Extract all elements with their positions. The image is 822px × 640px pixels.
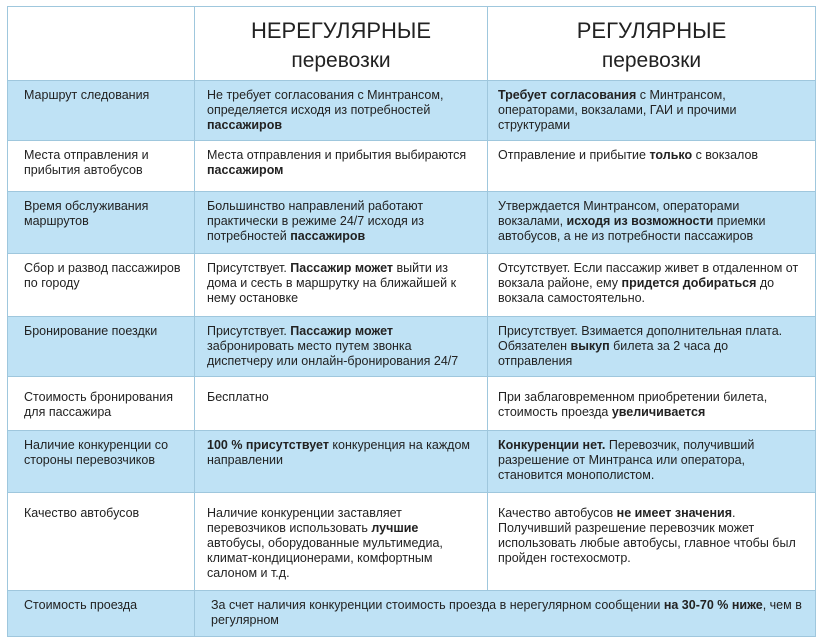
irregular-cell: Большинство направлений работают практически в режиме 24/7 исходя из потребностей пассажиров bbox=[195, 192, 488, 254]
row-label: Стоимость проезда bbox=[8, 591, 195, 637]
row-label: Качество автобусов bbox=[8, 493, 195, 591]
comparison-table bbox=[7, 6, 816, 637]
row-label: Бронирование поездки bbox=[8, 317, 195, 377]
table-row bbox=[8, 254, 816, 317]
regular-cell: Утверждается Минтрансом, операторами вокзалами, исходя из возможности приемки автобусов, а не из потребности пассажиров bbox=[488, 192, 816, 254]
irregular-cell: Наличие конкуренции заставляет перевозчиков использовать лучшие автобусы, оборудованные мультимедиа, климат-кондиционерами, комфортным салоном и т.д. bbox=[195, 493, 488, 591]
regular-cell: Отправление и прибытие только с вокзалов bbox=[488, 141, 816, 192]
row-label: Маршрут следования bbox=[8, 81, 195, 141]
table-row bbox=[8, 141, 816, 192]
table-row bbox=[8, 493, 816, 591]
irregular-cell: Не требует согласования с Минтрансом, определяется исходя из потребностей пассажиров bbox=[195, 81, 488, 141]
regular-cell: Конкуренции нет. Перевозчик, получивший разрешение от Минтранса или оператора, становится монополистом. bbox=[488, 431, 816, 493]
row-label: Наличие конкуренции со стороны перевозчиков bbox=[8, 431, 195, 493]
table-row bbox=[8, 591, 816, 637]
regular-cell: При заблаговременном приобретении билета, стоимость проезда увеличивается bbox=[488, 377, 816, 431]
irregular-cell: Присутствует. Пассажир может выйти из дома и сесть в маршрутку на ближайшей к нему остановке bbox=[195, 254, 488, 317]
table-row bbox=[8, 377, 816, 431]
regular-cell: Присутствует. Взимается дополнительная плата. Обязателен выкуп билета за 2 часа до отправления bbox=[488, 317, 816, 377]
table-row bbox=[8, 81, 816, 141]
header-regular-title: РЕГУЛЯРНЫЕ bbox=[576, 18, 727, 43]
table-row bbox=[8, 192, 816, 254]
header-regular bbox=[488, 7, 816, 81]
table-row bbox=[8, 317, 816, 377]
header-irregular bbox=[195, 7, 488, 81]
row-label: Места отправления и прибытия автобусов bbox=[8, 141, 195, 192]
header-irregular-subtitle: перевозки bbox=[291, 49, 391, 72]
irregular-cell: 100 % присутствует конкуренция на каждом направлении bbox=[195, 431, 488, 493]
row-label: Сбор и развод пассажиров по городу bbox=[8, 254, 195, 317]
irregular-cell: Места отправления и прибытия выбираются пассажиром bbox=[195, 141, 488, 192]
header-row bbox=[8, 7, 816, 81]
regular-cell: Отсутствует. Если пассажир живет в отдаленном от вокзала районе, ему придется добираться до вокзала самостоятельно. bbox=[488, 254, 816, 317]
table-row bbox=[8, 431, 816, 493]
regular-cell: Требует согласования с Минтрансом, операторами, вокзалами, ГАИ и прочими структурами bbox=[488, 81, 816, 141]
header-empty-cell bbox=[8, 7, 195, 81]
header-regular-subtitle: перевозки bbox=[601, 49, 702, 72]
irregular-cell: Бесплатно bbox=[195, 377, 488, 431]
row-label: Стоимость бронирования для пассажира bbox=[8, 377, 195, 431]
regular-cell: Качество автобусов не имеет значения. Получивший разрешение перевозчик может использовать любые автобусы, главное чтобы был пройден гостехосмотр. bbox=[488, 493, 816, 591]
row-label: Время обслуживания маршрутов bbox=[8, 192, 195, 254]
header-irregular-title: НЕРЕГУЛЯРНЫЕ bbox=[250, 18, 432, 43]
merged-cell: За счет наличия конкуренции стоимость проезда в нерегулярном сообщении на 30-70 % ниже, чем в регулярном bbox=[195, 591, 816, 637]
irregular-cell: Присутствует. Пассажир может забронировать место путем звонка диспетчеру или онлайн-бронирования 24/7 bbox=[195, 317, 488, 377]
